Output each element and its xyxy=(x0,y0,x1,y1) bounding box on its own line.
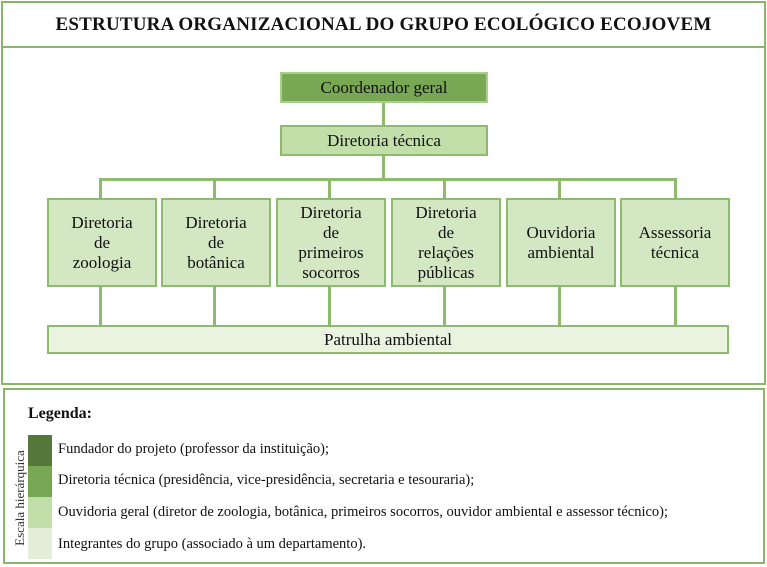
connector-patrol-4 xyxy=(443,286,446,326)
connector-patrol-1 xyxy=(99,286,102,326)
legend-swatch-technical-board xyxy=(28,466,52,497)
dept-first-aid-line2: de xyxy=(322,222,340,242)
dept-pr-line2: de xyxy=(437,222,455,242)
legend-text-ombudsman: Ouvidoria geral (diretor de zoologia, botânica, primeiros socorros, ouvidor ambiental e assessor técnico); xyxy=(58,504,669,520)
connector-coord-tech xyxy=(382,102,385,125)
legend-title: Legenda: xyxy=(28,405,92,422)
dept-botany-line2: de xyxy=(207,232,225,252)
connector-drop-4 xyxy=(443,178,446,199)
legend-text-members: Integrantes do grupo (associado à um departamento). xyxy=(58,536,367,552)
dept-zoology-line3: zoologia xyxy=(72,252,132,272)
connector-patrol-5 xyxy=(558,286,561,326)
dept-box-ombudsman xyxy=(506,198,616,287)
patrol-label: Patrulha ambiental xyxy=(324,329,452,349)
legend-text-founder: Fundador do projeto (professor da instituição); xyxy=(58,441,330,457)
dept-first-aid-line4: socorros xyxy=(302,262,360,282)
dept-advisory-line1: Assessoria xyxy=(638,222,712,242)
legend-text-technical-board: Diretoria técnica (presidência, vice-presidência, secretaria e tesouraria); xyxy=(58,472,475,488)
dept-advisory-line2: técnica xyxy=(650,242,700,262)
scale-label-text: Escala hierárquica xyxy=(12,450,28,546)
dept-box-first-aid xyxy=(276,198,386,287)
legend-swatch-ombudsman xyxy=(28,497,52,528)
connector-patrol-2 xyxy=(213,286,216,326)
technical-board-box xyxy=(280,125,488,156)
connector-drop-2 xyxy=(213,178,216,199)
legend-swatch-founder xyxy=(28,435,52,466)
dept-pr-line1: Diretoria xyxy=(415,202,477,222)
coordinator-box xyxy=(280,72,488,103)
dept-pr-line3: relações xyxy=(418,242,474,262)
dept-box-public-relations xyxy=(391,198,501,287)
connector-drop-3 xyxy=(328,178,331,199)
dept-first-aid-line3: primeiros xyxy=(298,242,364,262)
technical-board-label: Diretoria técnica xyxy=(327,130,441,150)
dept-box-zoology xyxy=(47,198,157,287)
coordinator-label: Coordenador geral xyxy=(320,77,448,97)
connector-patrol-3 xyxy=(328,286,331,326)
dept-ombudsman-line1: Ouvidoria xyxy=(526,222,596,242)
connector-drop-6 xyxy=(674,178,677,199)
page-title: ESTRUTURA ORGANIZACIONAL DO GRUPO ECOLÓGICO ECOJOVEM xyxy=(55,13,712,35)
connector-drop-1 xyxy=(99,178,102,199)
dept-first-aid-line1: Diretoria xyxy=(300,202,362,222)
dept-zoology-line1: Diretoria xyxy=(71,212,133,232)
dept-botany-line3: botânica xyxy=(187,252,245,272)
connector-tech-bus xyxy=(382,156,385,179)
scale-axis-label xyxy=(12,434,28,562)
dept-box-botany xyxy=(161,198,271,287)
dept-zoology-line2: de xyxy=(93,232,111,252)
connector-patrol-6 xyxy=(674,286,677,326)
dept-pr-line4: públicas xyxy=(417,262,475,282)
title-bar xyxy=(1,1,766,48)
dept-box-technical-advisory xyxy=(620,198,730,287)
legend-swatch-members xyxy=(28,528,52,559)
patrol-box xyxy=(47,325,729,354)
dept-ombudsman-line2: ambiental xyxy=(527,242,595,262)
dept-botany-line1: Diretoria xyxy=(185,212,247,232)
connector-drop-5 xyxy=(558,178,561,199)
connector-horizontal-bus xyxy=(99,178,677,181)
